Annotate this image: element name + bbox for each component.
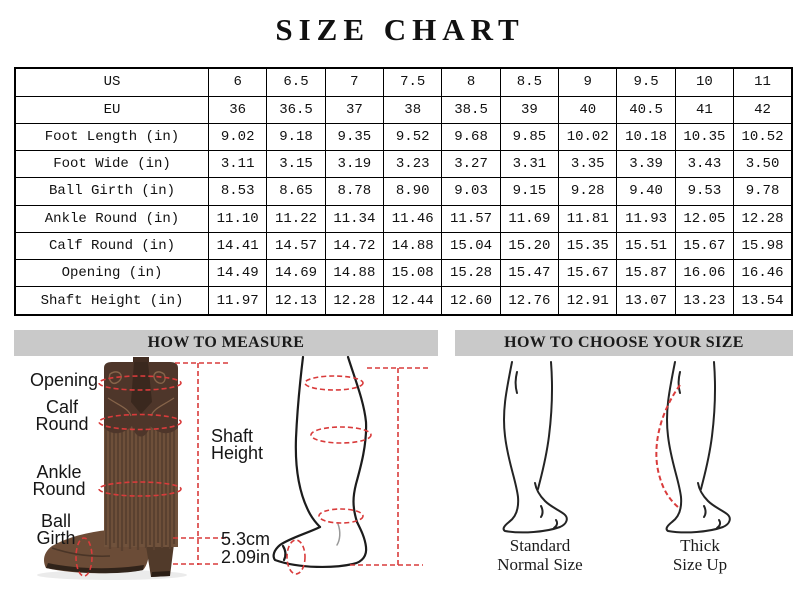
row-label: EU xyxy=(15,96,209,123)
table-cell: 15.51 xyxy=(617,232,675,259)
table-cell: 9.68 xyxy=(442,123,500,150)
standard-leg-drawing xyxy=(504,362,567,532)
standard-size-line2: Normal Size xyxy=(497,555,583,574)
table-cell: 40 xyxy=(559,96,617,123)
table-cell: 9.78 xyxy=(734,178,792,205)
row-label: Ball Girth (in) xyxy=(15,178,209,205)
table-cell: 8.65 xyxy=(267,178,325,205)
table-cell: 3.39 xyxy=(617,151,675,178)
table-row xyxy=(15,205,792,232)
table-cell: 3.23 xyxy=(384,151,442,178)
table-cell: 13.23 xyxy=(675,287,733,315)
table-cell: 12.60 xyxy=(442,287,500,315)
table-cell: 9.40 xyxy=(617,178,675,205)
row-label: Shaft Height (in) xyxy=(15,287,209,315)
ball-girth-line2: Girth xyxy=(36,528,76,548)
table-cell: 38 xyxy=(384,96,442,123)
standard-size-line1: Standard xyxy=(509,536,571,555)
calf-round-label xyxy=(32,399,92,433)
shaft-height-label xyxy=(211,428,281,462)
table-cell: 8.90 xyxy=(384,178,442,205)
table-cell: 9.5 xyxy=(617,68,675,96)
table-cell: 15.04 xyxy=(442,232,500,259)
table-cell: 3.50 xyxy=(734,151,792,178)
table-cell: 9.02 xyxy=(209,123,267,150)
table-cell: 11.46 xyxy=(384,205,442,232)
ankle-round-line2: Round xyxy=(32,479,86,499)
table-cell: 8.78 xyxy=(325,178,383,205)
heel-height-note xyxy=(221,531,281,566)
table-cell: 9.18 xyxy=(267,123,325,150)
table-cell: 15.67 xyxy=(559,260,617,287)
table-cell: 14.72 xyxy=(325,232,383,259)
table-cell: 42 xyxy=(734,96,792,123)
table-cell: 15.35 xyxy=(559,232,617,259)
table-cell: 9.53 xyxy=(675,178,733,205)
standard-size-label xyxy=(480,536,600,574)
how-to-choose-header xyxy=(455,330,793,356)
table-cell: 3.35 xyxy=(559,151,617,178)
thick-size-label xyxy=(645,536,755,574)
table-cell: 15.08 xyxy=(384,260,442,287)
table-cell: 14.49 xyxy=(209,260,267,287)
row-label: Foot Wide (in) xyxy=(15,151,209,178)
how-to-measure-title: HOW TO MEASURE xyxy=(147,334,305,351)
table-cell: 16.06 xyxy=(675,260,733,287)
table-cell: 11 xyxy=(734,68,792,96)
table-cell: 13.54 xyxy=(734,287,792,315)
table-cell: 36.5 xyxy=(267,96,325,123)
table-cell: 8 xyxy=(442,68,500,96)
table-cell: 11.93 xyxy=(617,205,675,232)
table-cell: 12.91 xyxy=(559,287,617,315)
ankle-round-label xyxy=(26,464,92,498)
leg-measure-marks xyxy=(287,368,428,574)
table-cell: 14.41 xyxy=(209,232,267,259)
table-cell: 15.20 xyxy=(500,232,558,259)
table-cell: 6 xyxy=(209,68,267,96)
table-cell: 11.69 xyxy=(500,205,558,232)
opening-label: Opening xyxy=(29,370,98,390)
shaft-height-line2: Height xyxy=(211,443,264,463)
table-cell: 38.5 xyxy=(442,96,500,123)
table-cell: 10.18 xyxy=(617,123,675,150)
table-cell: 15.87 xyxy=(617,260,675,287)
table-cell: 11.97 xyxy=(209,287,267,315)
calf-round-line1: Calf xyxy=(45,397,78,417)
row-label: US xyxy=(15,68,209,96)
table-row xyxy=(15,232,792,259)
page-title: SIZE CHART xyxy=(275,12,525,47)
table-cell: 12.44 xyxy=(384,287,442,315)
table-cell: 3.19 xyxy=(325,151,383,178)
table-cell: 14.57 xyxy=(267,232,325,259)
table-cell: 3.31 xyxy=(500,151,558,178)
table-cell: 15.28 xyxy=(442,260,500,287)
table-cell: 37 xyxy=(325,96,383,123)
table-cell: 11.34 xyxy=(325,205,383,232)
table-cell: 9.85 xyxy=(500,123,558,150)
row-label: Opening (in) xyxy=(15,260,209,287)
thick-size-line1: Thick xyxy=(680,536,720,555)
table-cell: 9.52 xyxy=(384,123,442,150)
table-cell: 11.22 xyxy=(267,205,325,232)
table-cell: 7 xyxy=(325,68,383,96)
ankle-round-line1: Ankle xyxy=(36,462,82,482)
table-row xyxy=(15,151,792,178)
table-cell: 11.10 xyxy=(209,205,267,232)
row-label: Ankle Round (in) xyxy=(15,205,209,232)
table-cell: 8.5 xyxy=(500,68,558,96)
table-cell: 3.43 xyxy=(675,151,733,178)
table-cell: 3.11 xyxy=(209,151,267,178)
table-cell: 14.88 xyxy=(384,232,442,259)
table-cell: 15.67 xyxy=(675,232,733,259)
table-cell: 8.53 xyxy=(209,178,267,205)
ball-girth-line1: Ball xyxy=(40,511,71,531)
heel-height-cm: 5.3cm xyxy=(221,529,271,549)
table-cell: 14.69 xyxy=(267,260,325,287)
table-cell: 39 xyxy=(500,96,558,123)
table-cell: 6.5 xyxy=(267,68,325,96)
size-table-body xyxy=(15,68,792,315)
table-row xyxy=(15,178,792,205)
table-cell: 13.07 xyxy=(617,287,675,315)
table-cell: 12.13 xyxy=(267,287,325,315)
table-row xyxy=(15,123,792,150)
table-cell: 7.5 xyxy=(384,68,442,96)
how-to-choose-title: HOW TO CHOOSE YOUR SIZE xyxy=(504,334,744,351)
thick-leg-drawing xyxy=(667,362,730,532)
table-cell: 9.03 xyxy=(442,178,500,205)
table-cell: 10.02 xyxy=(559,123,617,150)
table-cell: 14.88 xyxy=(325,260,383,287)
table-cell: 12.05 xyxy=(675,205,733,232)
table-cell: 11.81 xyxy=(559,205,617,232)
table-cell: 15.98 xyxy=(734,232,792,259)
table-cell: 9.15 xyxy=(500,178,558,205)
row-label: Foot Length (in) xyxy=(15,123,209,150)
heel-height-in: 2.09in xyxy=(221,546,271,567)
table-cell: 9.28 xyxy=(559,178,617,205)
row-label: Calf Round (in) xyxy=(15,232,209,259)
table-cell: 9 xyxy=(559,68,617,96)
table-cell: 10.35 xyxy=(675,123,733,150)
table-cell: 12.76 xyxy=(500,287,558,315)
table-cell: 3.15 xyxy=(267,151,325,178)
table-row xyxy=(15,68,792,96)
thick-size-line2: Size Up xyxy=(672,555,728,574)
table-cell: 10.52 xyxy=(734,123,792,150)
ball-girth-label xyxy=(28,513,84,547)
table-row xyxy=(15,260,792,287)
table-cell: 41 xyxy=(675,96,733,123)
size-table xyxy=(14,67,793,316)
table-cell: 10 xyxy=(675,68,733,96)
table-cell: 16.46 xyxy=(734,260,792,287)
table-cell: 15.47 xyxy=(500,260,558,287)
table-cell: 12.28 xyxy=(734,205,792,232)
table-cell: 3.27 xyxy=(442,151,500,178)
table-cell: 11.57 xyxy=(442,205,500,232)
table-cell: 12.28 xyxy=(325,287,383,315)
table-cell: 36 xyxy=(209,96,267,123)
table-cell: 40.5 xyxy=(617,96,675,123)
calf-round-line2: Round xyxy=(35,414,89,434)
how-to-measure-header xyxy=(14,330,438,356)
shaft-height-line1: Shaft xyxy=(211,426,254,446)
table-row xyxy=(15,96,792,123)
table-cell: 9.35 xyxy=(325,123,383,150)
table-row xyxy=(15,287,792,315)
